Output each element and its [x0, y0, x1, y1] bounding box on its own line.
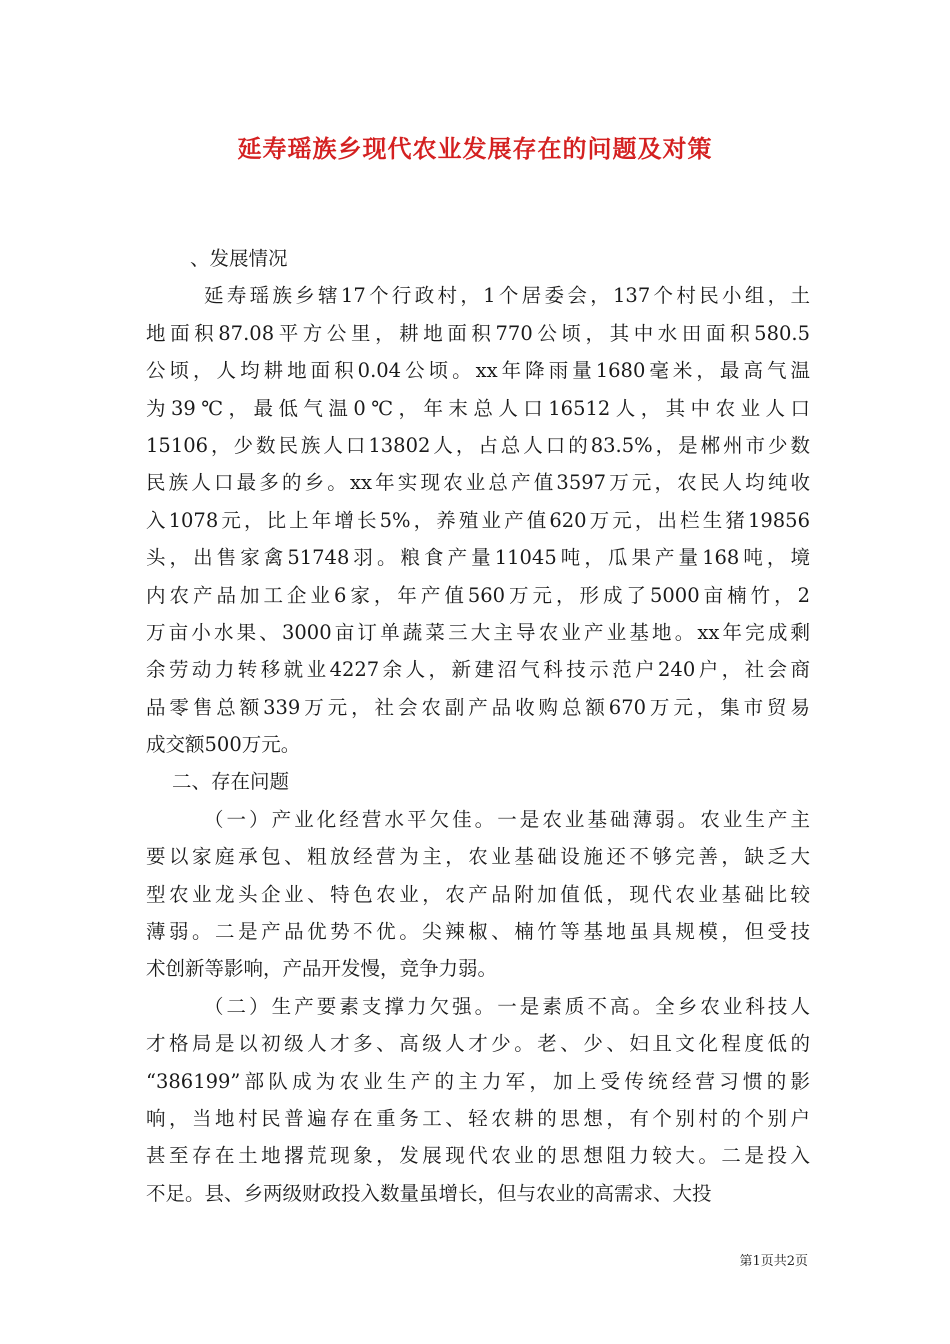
paragraph-line: 地面积87.08平方公里，耕地面积770公顷，其中水田面积580.5: [146, 321, 810, 345]
paragraph-line: 才格局是以初级人才多、高级人才少。老、少、妇且文化程度低的: [146, 1032, 810, 1056]
paragraph-line: 薄弱。二是产品优势不优。尖辣椒、楠竹等基地虽具规模，但受技: [146, 920, 810, 944]
section-heading-problems: 二、存在问题: [172, 770, 290, 794]
paragraph-line: 内农产品加工企业6家，年产值560万元，形成了5000亩楠竹，2: [146, 583, 810, 607]
paragraph-line: 成交额500万元。: [146, 733, 301, 757]
paragraph-line: 入1078元，比上年增长5%，养殖业产值620万元，出栏生猪19856: [146, 508, 810, 532]
paragraph-line: 15106，少数民族人口13802人，占总人口的83.5%，是郴州市少数: [146, 433, 810, 457]
document-title: 延寿瑶族乡现代农业发展存在的问题及对策: [237, 134, 713, 163]
paragraph-line: 延寿瑶族乡辖17个行政村，1个居委会，137个村民小组，土: [204, 284, 810, 308]
paragraph-line: 要以家庭承包、粗放经营为主，农业基础设施还不够完善，缺乏大: [146, 845, 810, 869]
paragraph-line: 响，当地村民普遍存在重务工、轻农耕的思想，有个别村的个别户: [146, 1106, 810, 1130]
paragraph-line: 头，出售家禽51748羽。粮食产量11045吨，瓜果产量168吨，境: [146, 546, 810, 570]
paragraph-line: 甚至存在土地撂荒现象，发展现代农业的思想阻力较大。二是投入: [146, 1144, 810, 1168]
paragraph-line: 术创新等影响，产品开发慢，竞争力弱。: [146, 957, 498, 981]
paragraph-line: 为39℃，最低气温0℃，年末总人口16512人，其中农业人口: [146, 396, 810, 420]
paragraph-line: “386199”部队成为农业生产的主力军，加上受传统经营习惯的影: [146, 1069, 810, 1093]
document-body: [146, 240, 810, 1212]
paragraph-line: （二）生产要素支撑力欠强。一是素质不高。全乡农业科技人: [204, 994, 810, 1018]
paragraph-line: （一）产业化经营水平欠佳。一是农业基础薄弱。农业生产主: [204, 807, 810, 831]
paragraph-line: 万亩小水果、3000亩订单蔬菜三大主导农业产业基地。xx年完成剩: [146, 620, 810, 644]
paragraph-industrialization: [146, 801, 810, 988]
paragraph-line: 公顷，人均耕地面积0.04公顷。xx年降雨量1680毫米，最高气温: [146, 359, 810, 383]
paragraph-line: 型农业龙头企业、特色农业，农产品附加值低，现代农业基础比较: [146, 882, 810, 906]
page-number-footer: 第1页共2页: [739, 1254, 808, 1269]
section-heading-development: 、发展情况: [190, 247, 288, 270]
paragraph-development: [146, 277, 810, 763]
paragraph-line: 品零售总额339万元，社会农副产品收购总额670万元，集市贸易: [146, 695, 810, 719]
paragraph-production-factors: [146, 988, 810, 1212]
paragraph-line: 不足。县、乡两级财政投入数量虽增长，但与农业的高需求、大投: [146, 1181, 712, 1205]
paragraph-line: 余劳动力转移就业4227余人，新建沼气科技示范户240户，社会商: [146, 658, 810, 682]
paragraph-line: 民族人口最多的乡。xx年实现农业总产值3597万元，农民人均纯收: [146, 471, 810, 495]
